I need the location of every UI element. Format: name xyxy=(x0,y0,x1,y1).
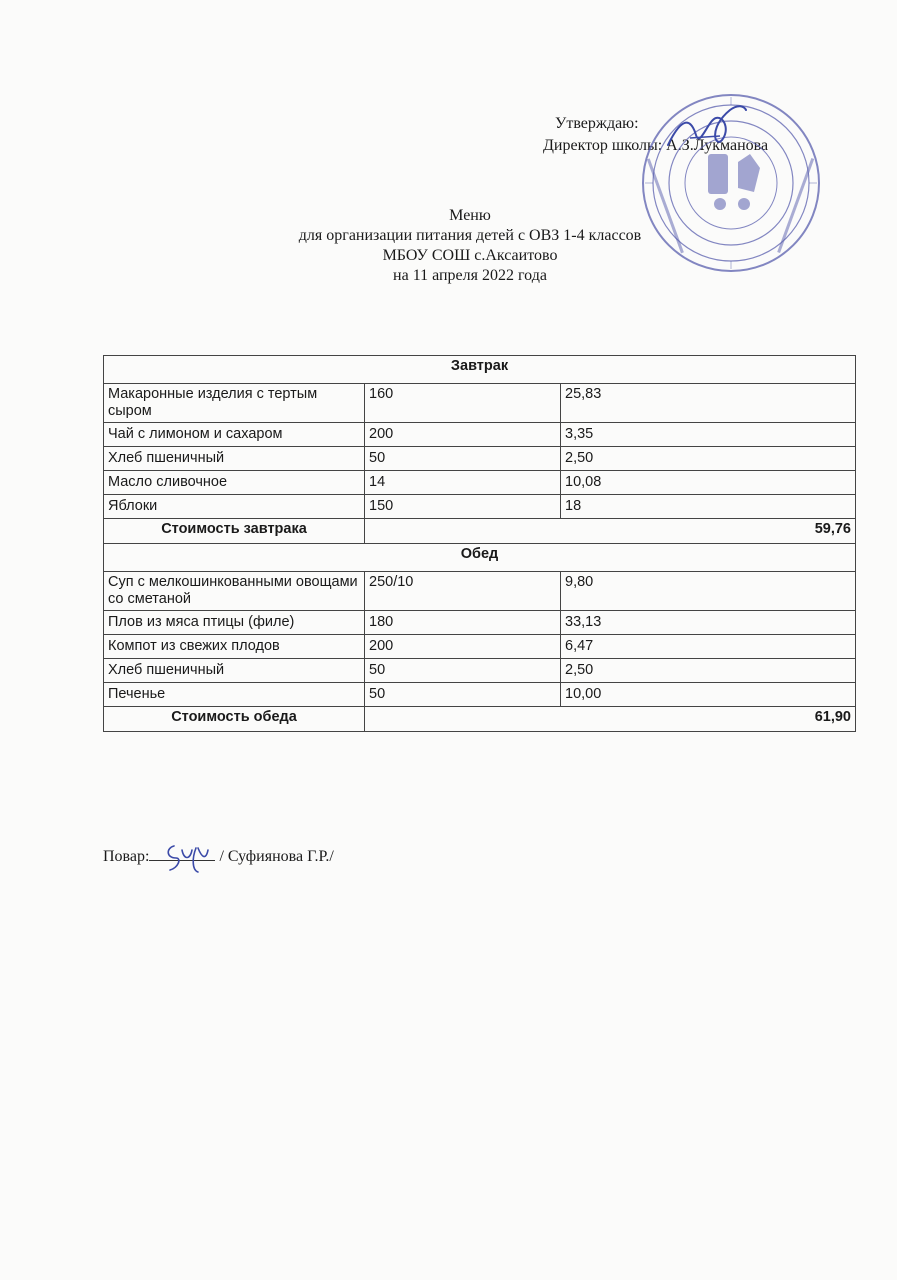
dish-portion: 50 xyxy=(365,659,561,683)
cook-name: / Суфиянова Г.Р./ xyxy=(219,848,334,865)
dish-name: Компот из свежих плодов xyxy=(104,635,365,659)
dish-price: 33,13 xyxy=(561,611,856,635)
cook-line xyxy=(103,846,334,866)
dish-name: Чай с лимоном и сахаром xyxy=(104,423,365,447)
table-row xyxy=(104,384,856,423)
table-row xyxy=(104,572,856,611)
table-row xyxy=(104,683,856,707)
director-signature xyxy=(660,100,750,160)
table-row xyxy=(104,423,856,447)
table-row xyxy=(104,495,856,519)
menu-date: на 11 апреля 2022 года xyxy=(393,267,547,284)
menu-subtitle: для организации питания детей с ОВЗ 1-4 классов xyxy=(298,227,642,244)
approval-label: Утверждаю: xyxy=(555,115,639,132)
dish-name: Плов из мяса птицы (филе) xyxy=(104,611,365,635)
dish-price: 25,83 xyxy=(561,384,856,423)
table-row xyxy=(104,635,856,659)
table-row xyxy=(104,611,856,635)
dish-portion: 180 xyxy=(365,611,561,635)
dish-name: Хлеб пшеничный xyxy=(104,447,365,471)
dish-price: 10,08 xyxy=(561,471,856,495)
dish-price: 6,47 xyxy=(561,635,856,659)
lunch-total-value: 61,90 xyxy=(365,707,856,732)
table-row xyxy=(104,447,856,471)
dish-portion: 160 xyxy=(365,384,561,423)
breakfast-total-value: 59,76 xyxy=(365,519,856,544)
dish-portion: 150 xyxy=(365,495,561,519)
breakfast-total-row xyxy=(104,519,856,544)
dish-portion: 50 xyxy=(365,447,561,471)
dish-name: Яблоки xyxy=(104,495,365,519)
dish-name: Хлеб пшеничный xyxy=(104,659,365,683)
dish-price: 9,80 xyxy=(561,572,856,611)
dish-name: Суп с мелкошинкованными овощами со сметаной xyxy=(104,572,365,611)
dish-portion: 14 xyxy=(365,471,561,495)
dish-name: Макаронные изделия с тертым сыром xyxy=(104,384,365,423)
dish-portion: 200 xyxy=(365,635,561,659)
dish-price: 10,00 xyxy=(561,683,856,707)
cook-signature xyxy=(162,838,212,878)
lunch-total-label: Стоимость обеда xyxy=(104,707,365,732)
dish-price: 18 xyxy=(561,495,856,519)
breakfast-total-label: Стоимость завтрака xyxy=(104,519,365,544)
menu-heading xyxy=(200,206,740,286)
dish-price: 2,50 xyxy=(561,659,856,683)
breakfast-header: Завтрак xyxy=(104,356,856,384)
dish-price: 2,50 xyxy=(561,447,856,471)
dish-price: 3,35 xyxy=(561,423,856,447)
dish-portion: 250/10 xyxy=(365,572,561,611)
lunch-header: Обед xyxy=(104,544,856,572)
dish-portion: 50 xyxy=(365,683,561,707)
dish-portion: 200 xyxy=(365,423,561,447)
director-line: Директор школы: А.З.Лукманова xyxy=(543,137,769,154)
cook-label: Повар: xyxy=(103,848,150,865)
table-row xyxy=(104,471,856,495)
dish-name: Масло сливочное xyxy=(104,471,365,495)
school-name: МБОУ СОШ с.Аксаитово xyxy=(382,247,558,264)
menu-table xyxy=(103,355,856,732)
menu-title: Меню xyxy=(449,207,491,224)
lunch-total-row xyxy=(104,707,856,732)
dish-name: Печенье xyxy=(104,683,365,707)
table-row xyxy=(104,659,856,683)
